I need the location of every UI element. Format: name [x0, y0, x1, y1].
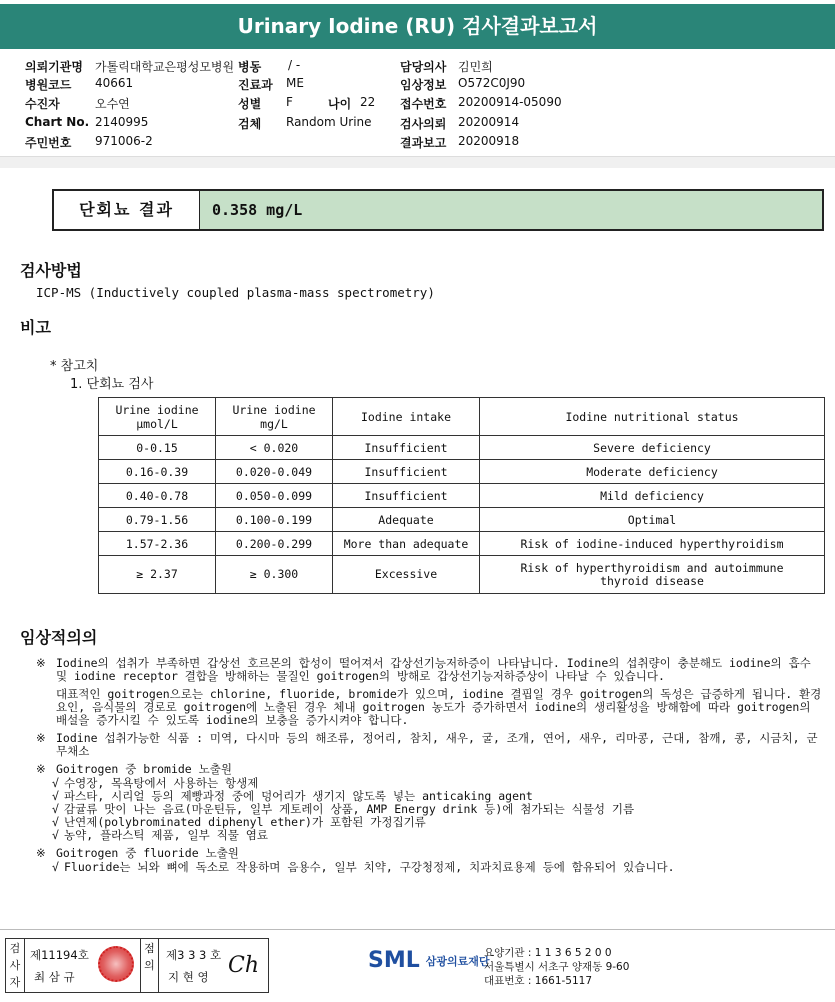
reference-table-row: [99, 436, 825, 460]
org-address: 요양기관 : 1 1 3 6 5 2 0 0 서울특별시 서초구 양재동 9-60 대표번호 : 1661-5117: [484, 947, 630, 987]
reference-table-row: [99, 556, 825, 594]
reference-table-cell: ≥ 2.37: [99, 556, 216, 594]
clinical-info-label: 임상정보: [400, 78, 447, 92]
chart-label: Chart No.: [25, 115, 90, 129]
report-label: 결과보고: [400, 136, 447, 150]
reference-table-cell: 0.100-0.199: [216, 508, 333, 532]
age-value: 22: [360, 95, 376, 109]
reference-table-cell: Excessive: [333, 556, 480, 594]
reference-table-cell: Adequate: [333, 508, 480, 532]
reference-table-header: Iodine nutritional status: [480, 398, 825, 436]
result-box: [52, 189, 824, 231]
reference-table-cell: 0.200-0.299: [216, 532, 333, 556]
sml-logo: [368, 948, 490, 973]
sml-logo-mark: SML: [368, 948, 420, 973]
check-icon: √: [52, 860, 59, 874]
doctor-value: 김민희: [458, 60, 493, 74]
reference-table-cell: 0.020-0.049: [216, 460, 333, 484]
request-label: 검사의뢰: [400, 117, 447, 131]
reference-table-cell: 0-0.15: [99, 436, 216, 460]
list-item: √ 난연제(polybrominated diphenyl ether)가 포함된 가정집기류: [52, 815, 426, 829]
reference-table-cell: Insufficient: [333, 460, 480, 484]
method-heading: 검사방법: [20, 261, 82, 280]
clinical-section: [36, 657, 826, 874]
resident-value: 971006-2: [95, 134, 153, 148]
reference-table-cell: Moderate deficiency: [480, 460, 825, 484]
reference-table-row: [99, 532, 825, 556]
dept-value: ME: [286, 76, 304, 90]
signature-box: [5, 938, 269, 993]
list-item: √ 수영장, 목욕탕에서 사용하는 항생제: [52, 776, 259, 790]
list-item: √ Fluoride는 뇌와 뼈에 독소로 작용하며 음용수, 일부 치약, 구강청정제, 치과치료용제 등에 함유되어 있습니다.: [52, 860, 675, 874]
clinical-paragraph-2: 대표적인 goitrogen으로는 chlorine, fluoride, bromide가 있으며, iodine 결핍일 경우 goitrogen의 독성은 급증하게 됩니다. 환경요인, 음식물의 경로로 goitrogen에 노출된 경우 체내 goitrogen 농도가 증가하면서 iodine의 생리활성을 방해함에 따라 goitrogen의 배설을 증가시킬 수 있도록 iodine의 보충을 증가시켜야 합니다.: [56, 687, 822, 727]
hospital-code-label: 병원코드: [25, 78, 72, 92]
examiner-number: 제11194호: [30, 948, 89, 962]
report-title: Urinary Iodine (RU) 검사결과보고서: [0, 4, 835, 49]
ward-label: 병동: [238, 60, 262, 74]
reference-table-header: Urine iodine mg/L: [216, 398, 333, 436]
signature-icon: Ch: [228, 953, 260, 978]
check-icon: √: [52, 828, 59, 842]
org-name: 삼광의료재단: [425, 954, 490, 968]
ward-value: / -: [288, 58, 301, 72]
reference-table-cell: Risk of iodine-induced hyperthyroidism: [480, 532, 825, 556]
reference-table-header: Urine iodine μmol/L: [99, 398, 216, 436]
reference-table-cell: Risk of hyperthyroidism and autoimmune thyroid disease: [480, 556, 825, 594]
clinical-info-value: O572C0J90: [458, 76, 526, 90]
reference-table-row: [99, 460, 825, 484]
list-item: √ 파스타, 시리얼 등의 제빵과정 중에 덩어리가 생기지 않도록 넣는 anticaking agent: [52, 789, 533, 803]
specimen-value: Random Urine: [286, 115, 372, 129]
reference-table-cell: Mild deficiency: [480, 484, 825, 508]
reference-table-cell: 0.40-0.78: [99, 484, 216, 508]
check-icon: √: [52, 802, 59, 816]
request-value: 20200914: [458, 115, 520, 129]
reference-table-cell: ≥ 0.300: [216, 556, 333, 594]
reference-table-cell: 0.16-0.39: [99, 460, 216, 484]
bromide-list: [36, 777, 826, 842]
reviewer-label: 점의: [140, 939, 159, 992]
fluoride-list: [36, 861, 826, 874]
sex-label: 성별: [238, 97, 262, 111]
patient-label: 수진자: [25, 97, 60, 111]
check-icon: √: [52, 776, 59, 790]
reference-table-cell: Insufficient: [333, 484, 480, 508]
reference-table-cell: < 0.020: [216, 436, 333, 460]
reference-table-cell: Severe deficiency: [480, 436, 825, 460]
remarks-heading: 비고: [20, 318, 51, 337]
specimen-label: 검체: [238, 117, 262, 131]
section-divider: [0, 156, 835, 168]
institution-label: 의뢰기관명: [25, 60, 83, 74]
clinical-paragraph-1: ※ Iodine의 섭취가 부족하면 갑상선 호르몬의 합성이 떨어져서 갑상선기능저하증이 나타납니다. Iodine의 섭취량이 충분해도 iodine의 흡수 및 iodine receptor 결합을 방해하는 물질인 goitrogen의 방해로 갑상선기능저하증상이 나타날 수 있습니다.: [36, 656, 811, 683]
reference-table-cell: 1.57-2.36: [99, 532, 216, 556]
result-label: 단회뇨 결과: [54, 191, 200, 229]
clinical-heading: 임상적의의: [20, 628, 98, 647]
method-text: ICP-MS (Inductively coupled plasma-mass spectrometry): [36, 285, 435, 300]
dept-label: 진료과: [238, 78, 273, 92]
check-icon: √: [52, 815, 59, 829]
reviewer-name: 지 현 영: [168, 970, 209, 984]
note-icon: ※: [36, 731, 46, 745]
reference-subheading: 1. 단회뇨 검사: [70, 377, 154, 392]
footer-divider: [0, 929, 835, 930]
reference-table-cell: More than adequate: [333, 532, 480, 556]
doctor-label: 담당의사: [400, 60, 447, 74]
reference-table-cell: Optimal: [480, 508, 825, 532]
age-label: 나이: [328, 97, 352, 111]
note-icon: ※: [36, 762, 46, 776]
patient-info: [0, 54, 835, 150]
reference-table-cell: Insufficient: [333, 436, 480, 460]
note-icon: ※: [36, 846, 46, 860]
receipt-value: 20200914-05090: [458, 95, 562, 109]
receipt-label: 접수번호: [400, 97, 447, 111]
chart-value: 2140995: [95, 115, 149, 129]
resident-label: 주민번호: [25, 136, 72, 150]
list-item: √ 농약, 플라스틱 제품, 일부 직물 염료: [52, 828, 268, 842]
list-item: √ 감귤류 맛이 나는 음료(마운틴듀, 일부 게토레이 상품, AMP Energy drink 등)에 첨가되는 식물성 기름: [52, 802, 635, 816]
reviewer-number: 제3 3 3 호: [166, 948, 222, 962]
sex-value: F: [286, 95, 293, 109]
patient-value: 오수연: [95, 97, 130, 111]
result-value: 0.358 mg/L: [200, 191, 822, 229]
seal-stamp-icon: [98, 946, 134, 982]
bromide-heading: ※ Goitrogen 중 bromide 노출원: [36, 762, 232, 776]
examiner-label: 검사자: [6, 939, 25, 992]
reference-table: [98, 397, 825, 594]
institution-value: 가톨릭대학교은평성모병원: [95, 60, 235, 74]
check-icon: √: [52, 789, 59, 803]
clinical-paragraph-3: ※ Iodine 섭취가능한 식품 : 미역, 다시마 등의 해조류, 정어리, 참치, 새우, 굴, 조개, 연어, 새우, 리마콩, 근대, 참깨, 콩, 시금치, 군무채소: [36, 731, 818, 758]
note-icon: ※: [36, 656, 46, 670]
fluoride-heading: ※ Goitrogen 중 fluoride 노출원: [36, 846, 239, 860]
examiner-name: 최 삼 규: [34, 970, 75, 984]
reference-table-row: [99, 508, 825, 532]
report-value: 20200918: [458, 134, 520, 148]
reference-table-header: Iodine intake: [333, 398, 480, 436]
reference-table-cell: 0.79-1.56: [99, 508, 216, 532]
reference-table-cell: 0.050-0.099: [216, 484, 333, 508]
reference-table-row: [99, 484, 825, 508]
hospital-code-value: 40661: [95, 76, 134, 90]
reference-heading: * 참고치: [50, 359, 99, 374]
